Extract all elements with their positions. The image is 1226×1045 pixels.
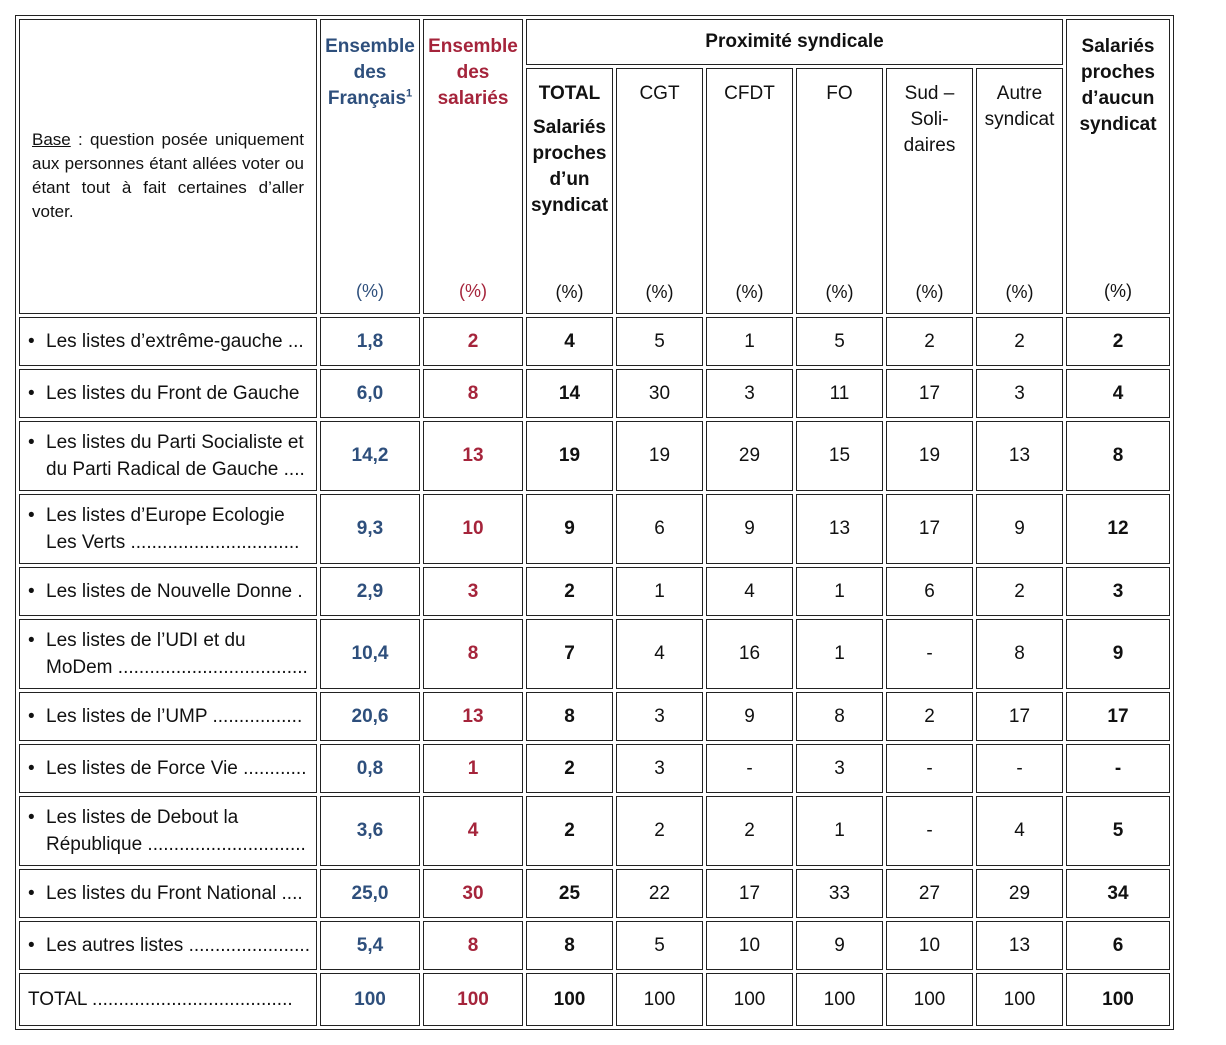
row-label-line2: Les Verts ................................ (46, 532, 300, 553)
value-total-syndicat: 100 (526, 973, 613, 1026)
pct-unit: (%) (356, 280, 384, 301)
row-label-line1: Les listes de Debout la (46, 807, 239, 828)
row-label (19, 692, 317, 741)
value-aucun-syndicat: 4 (1066, 369, 1170, 418)
value-cgt: 4 (616, 619, 703, 689)
value-ensemble-salaries: 3 (423, 567, 523, 616)
value-sud: 17 (886, 369, 973, 418)
value-cgt: 1 (616, 567, 703, 616)
value-autre: 13 (976, 421, 1063, 491)
value-cfdt: 2 (706, 796, 793, 866)
value-autre: 29 (976, 869, 1063, 918)
value-aucun-syndicat: 6 (1066, 921, 1170, 970)
value-aucun-syndicat: 12 (1066, 494, 1170, 564)
value-cfdt: 17 (706, 869, 793, 918)
row-label (19, 317, 317, 366)
value-ensemble-francais: 14,2 (320, 421, 420, 491)
value-ensemble-salaries: 8 (423, 921, 523, 970)
value-cfdt: 3 (706, 369, 793, 418)
value-autre: 100 (976, 973, 1063, 1026)
footnote-mark: 1 (406, 87, 413, 100)
aucun-syndicat-label: Salariés proches d’aucun syndicat (1079, 35, 1157, 135)
bullet-icon: • (28, 505, 35, 526)
value-cgt: 3 (616, 692, 703, 741)
table-row (19, 921, 1170, 970)
value-sud: 100 (886, 973, 973, 1026)
bullet-icon: • (28, 883, 35, 904)
value-cgt: 100 (616, 973, 703, 1026)
header-total-syndicat (526, 68, 613, 314)
value-ensemble-francais: 0,8 (320, 744, 420, 793)
row-label-line1: Les listes de Force Vie ............ (46, 758, 307, 779)
sud-label: Sud – Soli-daires (903, 83, 956, 156)
table-row (19, 317, 1170, 366)
value-ensemble-salaries: 4 (423, 796, 523, 866)
value-ensemble-francais: 10,4 (320, 619, 420, 689)
row-label (19, 421, 317, 491)
results-table (15, 15, 1174, 1030)
value-sud: - (886, 796, 973, 866)
row-label-line1: Les listes de l’UDI et du (46, 630, 246, 651)
value-aucun-syndicat: 2 (1066, 317, 1170, 366)
value-ensemble-francais: 20,6 (320, 692, 420, 741)
table-row (19, 692, 1170, 741)
value-total-syndicat: 8 (526, 921, 613, 970)
value-sud: 10 (886, 921, 973, 970)
autre-label: Autre syndicat (984, 83, 1055, 130)
value-ensemble-salaries: 8 (423, 619, 523, 689)
value-fo: 15 (796, 421, 883, 491)
value-ensemble-francais: 2,9 (320, 567, 420, 616)
value-cfdt: 10 (706, 921, 793, 970)
row-label-line1: Les listes du Parti Socialiste et (46, 432, 304, 453)
value-autre: 3 (976, 369, 1063, 418)
value-total-syndicat: 2 (526, 567, 613, 616)
value-sud: 2 (886, 692, 973, 741)
pct-unit: (%) (735, 282, 764, 302)
bullet-icon: • (28, 331, 35, 352)
value-cfdt: 1 (706, 317, 793, 366)
value-fo: 1 (796, 796, 883, 866)
value-sud: - (886, 744, 973, 793)
value-total-syndicat: 4 (526, 317, 613, 366)
bullet-icon: • (28, 432, 35, 453)
value-ensemble-francais: 100 (320, 973, 420, 1026)
value-cgt: 5 (616, 317, 703, 366)
row-label (19, 567, 317, 616)
value-fo: 11 (796, 369, 883, 418)
value-ensemble-salaries: 30 (423, 869, 523, 918)
row-label (19, 494, 317, 564)
header-autre (976, 68, 1063, 314)
header-ensemble-salaries (423, 19, 523, 314)
value-total-syndicat: 2 (526, 796, 613, 866)
bullet-icon: • (28, 706, 35, 727)
value-total-syndicat: 14 (526, 369, 613, 418)
value-fo: 9 (796, 921, 883, 970)
value-fo: 3 (796, 744, 883, 793)
value-ensemble-francais: 6,0 (320, 369, 420, 418)
pct-unit: (%) (825, 282, 854, 302)
value-cgt: 19 (616, 421, 703, 491)
pct-unit: (%) (915, 282, 944, 302)
header-ensemble-francais (320, 19, 420, 314)
value-ensemble-francais: 1,8 (320, 317, 420, 366)
value-ensemble-francais: 5,4 (320, 921, 420, 970)
row-label (19, 869, 317, 918)
value-fo: 13 (796, 494, 883, 564)
value-cgt: 2 (616, 796, 703, 866)
row-label-line2: du Parti Radical de Gauche .... (46, 459, 305, 480)
value-cgt: 5 (616, 921, 703, 970)
value-sud: 2 (886, 317, 973, 366)
row-label (19, 369, 317, 418)
pct-unit: (%) (645, 282, 674, 302)
row-label-line1: Les listes de l’UMP ................. (46, 706, 303, 727)
results-table-container (15, 15, 1174, 1030)
value-autre: 2 (976, 567, 1063, 616)
value-ensemble-salaries: 8 (423, 369, 523, 418)
value-sud: 6 (886, 567, 973, 616)
value-ensemble-salaries: 13 (423, 421, 523, 491)
value-ensemble-salaries: 10 (423, 494, 523, 564)
value-cgt: 6 (616, 494, 703, 564)
value-cfdt: 29 (706, 421, 793, 491)
bullet-icon: • (28, 630, 35, 651)
value-aucun-syndicat: 8 (1066, 421, 1170, 491)
bullet-icon: • (28, 758, 35, 779)
base-note (19, 19, 317, 314)
header-proximite-syndicale: Proximité syndicale (526, 19, 1063, 65)
value-total-syndicat: 2 (526, 744, 613, 793)
value-autre: - (976, 744, 1063, 793)
bullet-icon: • (28, 807, 35, 828)
cgt-label: CGT (639, 83, 680, 104)
value-fo: 8 (796, 692, 883, 741)
value-ensemble-francais: 3,6 (320, 796, 420, 866)
ensemble-salaries-label: Ensemble des salariés (428, 35, 518, 109)
value-cfdt: 9 (706, 494, 793, 564)
value-cgt: 3 (616, 744, 703, 793)
value-autre: 8 (976, 619, 1063, 689)
header-cfdt (706, 68, 793, 314)
table-row (19, 796, 1170, 866)
bullet-icon: • (28, 935, 35, 956)
pct-unit: (%) (1104, 280, 1132, 301)
value-cfdt: 16 (706, 619, 793, 689)
value-aucun-syndicat: 17 (1066, 692, 1170, 741)
header-sud (886, 68, 973, 314)
value-aucun-syndicat: 34 (1066, 869, 1170, 918)
base-label: Base (32, 129, 71, 149)
value-aucun-syndicat: 100 (1066, 973, 1170, 1026)
table-row (19, 369, 1170, 418)
row-label (19, 744, 317, 793)
value-fo: 1 (796, 619, 883, 689)
value-aucun-syndicat: 9 (1066, 619, 1170, 689)
value-total-syndicat: 19 (526, 421, 613, 491)
value-autre: 13 (976, 921, 1063, 970)
value-fo: 100 (796, 973, 883, 1026)
value-autre: 2 (976, 317, 1063, 366)
table-row (19, 744, 1170, 793)
pct-unit: (%) (555, 282, 584, 302)
value-cfdt: 4 (706, 567, 793, 616)
value-ensemble-francais: 25,0 (320, 869, 420, 918)
value-sud: 17 (886, 494, 973, 564)
value-sud: - (886, 619, 973, 689)
value-total-syndicat: 9 (526, 494, 613, 564)
bullet-icon: • (28, 383, 35, 404)
value-ensemble-salaries: 100 (423, 973, 523, 1026)
table-row (19, 421, 1170, 491)
row-label-line1: Les listes d’extrême-gauche ... (46, 331, 304, 352)
value-cgt: 30 (616, 369, 703, 418)
header-fo (796, 68, 883, 314)
total-row (19, 973, 1170, 1026)
total-label: TOTAL (538, 83, 601, 104)
row-label-line2: MoDem .................................... (46, 657, 308, 678)
value-total-syndicat: 7 (526, 619, 613, 689)
total-row-label: TOTAL ...................................... (19, 973, 317, 1026)
value-autre: 9 (976, 494, 1063, 564)
total-sublabel: Salariés proches d’un syndicat (530, 117, 609, 216)
row-label-line1: Les autres listes ....................... (46, 935, 310, 956)
table-row (19, 869, 1170, 918)
value-sud: 19 (886, 421, 973, 491)
header-aucun-syndicat (1066, 19, 1170, 314)
row-label-line1: Les listes d’Europe Ecologie (46, 505, 285, 526)
value-autre: 4 (976, 796, 1063, 866)
row-label-line1: Les listes du Front National .... (46, 883, 303, 904)
ensemble-francais-label: Ensemble des Français (325, 35, 415, 109)
table-row (19, 494, 1170, 564)
row-label-line2: République .............................. (46, 834, 306, 855)
base-text: : question posée uniquement aux personnes étant allées voter ou étant tout à fait certaines d’aller voter. (32, 129, 304, 221)
value-cgt: 22 (616, 869, 703, 918)
pct-unit: (%) (459, 280, 487, 301)
value-autre: 17 (976, 692, 1063, 741)
value-cfdt: 100 (706, 973, 793, 1026)
value-ensemble-salaries: 13 (423, 692, 523, 741)
header-cgt (616, 68, 703, 314)
value-total-syndicat: 25 (526, 869, 613, 918)
value-aucun-syndicat: 5 (1066, 796, 1170, 866)
table-row (19, 567, 1170, 616)
bullet-icon: • (28, 581, 35, 602)
value-fo: 33 (796, 869, 883, 918)
value-fo: 1 (796, 567, 883, 616)
table-row (19, 619, 1170, 689)
value-cfdt: 9 (706, 692, 793, 741)
value-cfdt: - (706, 744, 793, 793)
row-label-line1: Les listes de Nouvelle Donne . (46, 581, 303, 602)
value-total-syndicat: 8 (526, 692, 613, 741)
value-ensemble-salaries: 1 (423, 744, 523, 793)
value-aucun-syndicat: - (1066, 744, 1170, 793)
value-ensemble-francais: 9,3 (320, 494, 420, 564)
row-label-line1: Les listes du Front de Gauche (46, 383, 300, 404)
row-label (19, 619, 317, 689)
cfdt-label: CFDT (724, 83, 775, 104)
pct-unit: (%) (1005, 282, 1034, 302)
fo-label: FO (826, 83, 853, 104)
row-label (19, 796, 317, 866)
row-label (19, 921, 317, 970)
value-ensemble-salaries: 2 (423, 317, 523, 366)
value-aucun-syndicat: 3 (1066, 567, 1170, 616)
value-fo: 5 (796, 317, 883, 366)
value-sud: 27 (886, 869, 973, 918)
